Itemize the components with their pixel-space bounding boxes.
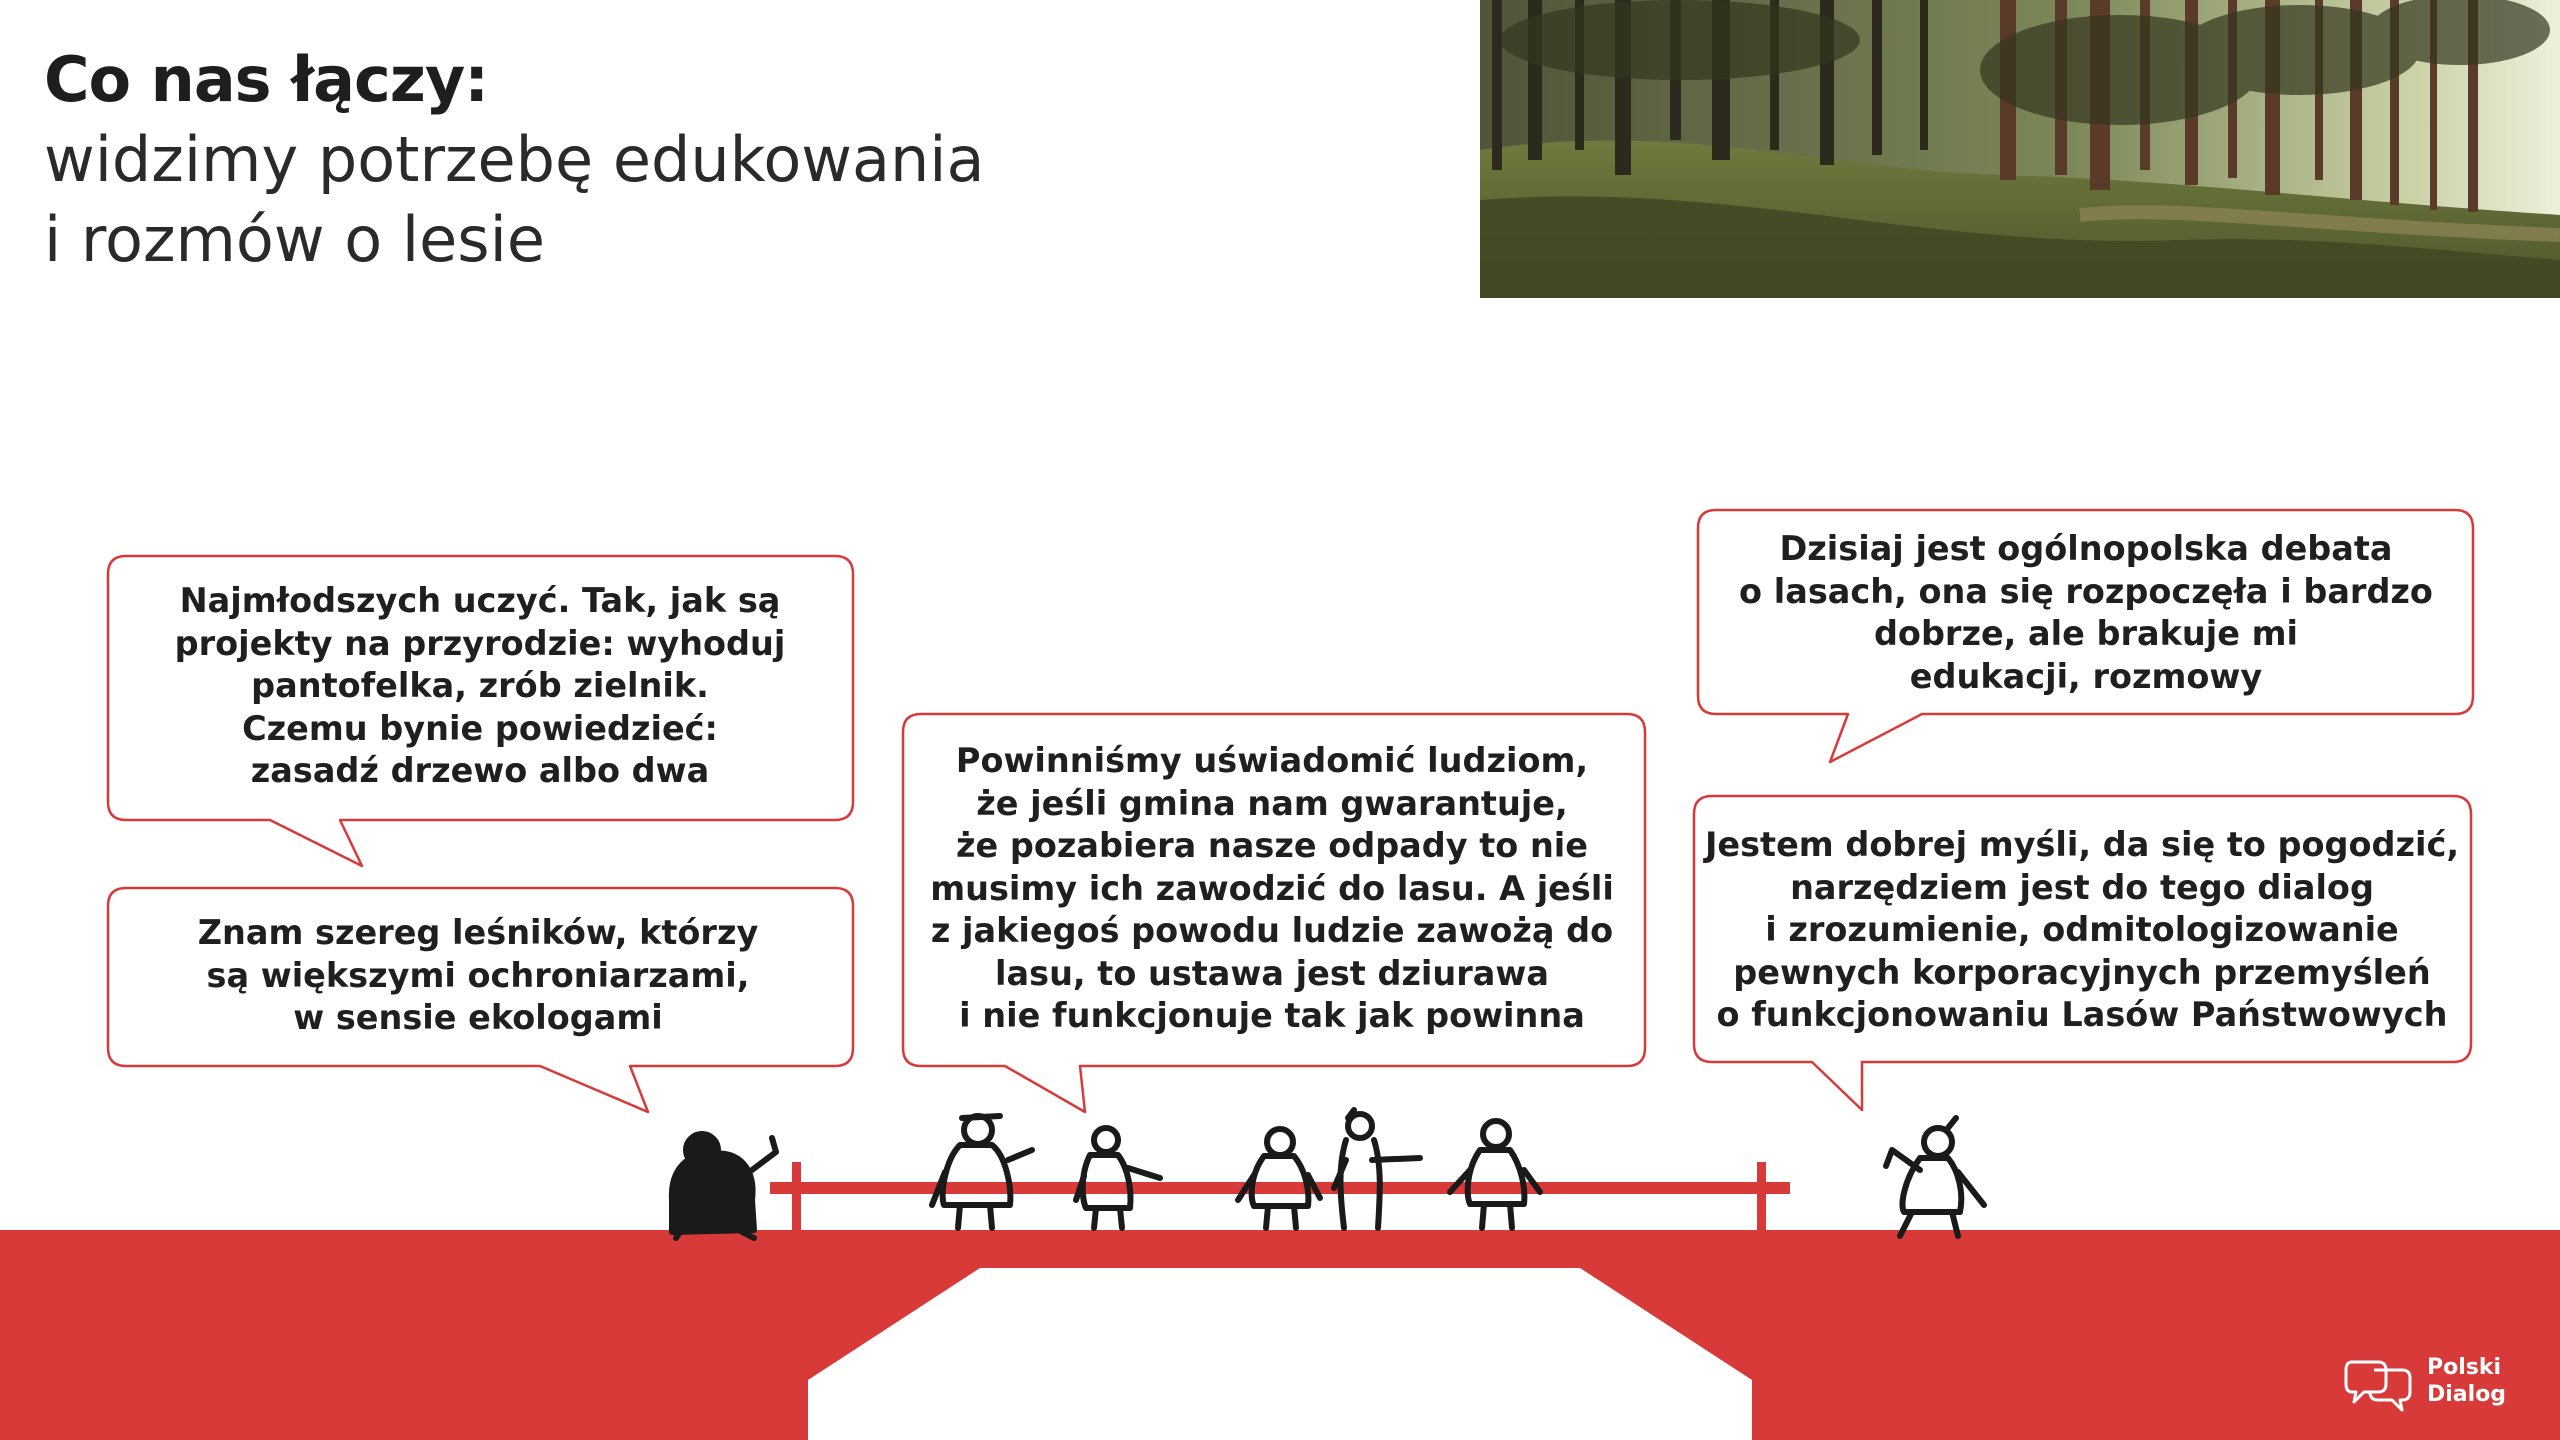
quote-1-line: Czemu bynie powiedzieć: [242,708,718,748]
logo-line-2: Dialog [2427,1382,2507,1407]
quote-1-line: Najmłodszych uczyć. Tak, jak są [179,581,781,620]
quote-2-line: Znam szereg leśników, którzy [197,913,759,952]
quote-3-line: Powinniśmy uświadomić ludziom, [955,741,1589,780]
speech-bubbles-icon [2344,1354,2414,1412]
figure-person-1 [932,1116,1032,1228]
quote-5-line: Jestem dobrej myśli, da się to pogodzić, [1704,825,2460,864]
bridge-right-brace [1580,1268,1752,1380]
quote-3-line: lasu, to ustawa jest dziurawa [995,953,1549,993]
quote-2-line: w sensie ekologami [293,998,663,1037]
quote-4-line: Dzisiaj jest ogólnopolska debata [1779,529,2393,568]
quote-3-line: i nie funkcjonuje tak jak powinna [959,996,1585,1035]
quote-4-line: o lasach, ona się rozpoczęła i bardzo [1739,571,2433,611]
quote-5-line: o funkcjonowaniu Lasów Państwowych [1716,995,2448,1034]
title-heading: Co nas łączy: [44,43,489,116]
quote-5-line: narzędziem jest do tego dialog [1790,867,2374,907]
quote-1-line: projekty na przyrodzie: wyhoduj [174,623,786,663]
logo-line-1: Polski [2427,1355,2502,1380]
red-ground [0,1230,2560,1440]
polski-dialog-logo [2340,1352,2530,1414]
quote-3-line: że pozabiera nasze odpady to nie [955,826,1589,865]
logo-text [2427,1354,2506,1408]
quote-3-line: z jakiegoś powodu ludzie zawożą do [930,911,1614,950]
bridge-railing [770,1162,1790,1232]
quote-1-line: pantofelka, zrób zielnik. [251,666,709,705]
quote-1-line: zasadź drzewo albo dwa [250,751,710,790]
figure-person-2 [1076,1128,1160,1228]
quote-5-line: i zrozumienie, odmitologizowanie [1765,910,2399,949]
bridge-left-brace [808,1268,980,1380]
quote-3-line: że jeśli gmina nam gwarantuje, [976,783,1568,823]
title-subheading-line-1: widzimy potrzebę edukowania [44,123,985,196]
quote-2 [198,912,759,1040]
figure-person-right [1886,1118,1984,1236]
figure-person-3 [1238,1129,1320,1228]
figure-sitting [672,1134,776,1238]
quote-2-line: są większymi ochroniarzami, [206,955,750,995]
quote-5-line: pewnych korporacyjnych przemyśleń [1733,952,2431,992]
quote-4 [1739,528,2433,698]
quote-3-line: musimy ich zawodzić do lasu. A jeśli [930,868,1614,908]
quote-5 [1705,824,2459,1037]
title-subheading-line-2: i rozmów o lesie [44,203,545,276]
figure-person-5 [1450,1121,1540,1228]
quote-3 [930,740,1614,1038]
quote-1 [175,580,786,793]
quote-4-line: dobrze, ale brakuje mi [1873,614,2299,653]
figure-person-4 [1334,1110,1420,1228]
quote-4-line: edukacji, rozmowy [1909,656,2263,696]
